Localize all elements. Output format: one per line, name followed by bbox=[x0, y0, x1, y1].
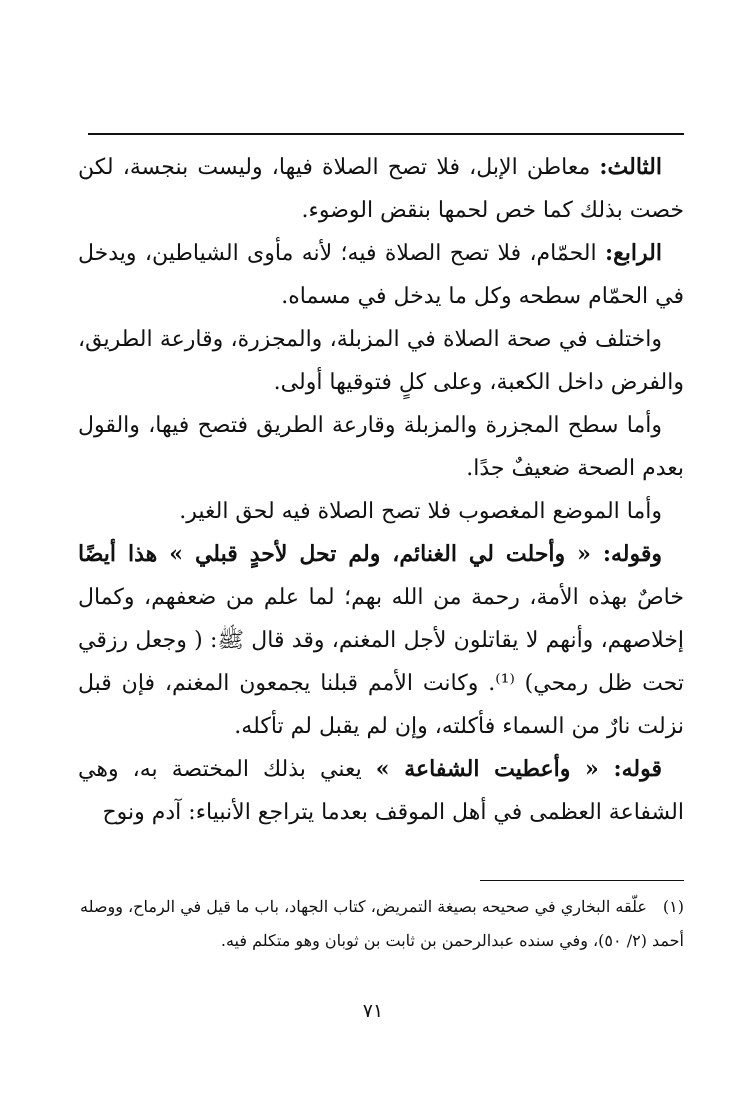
paragraph-6-lead: وقوله: « وأحلت لي الغنائم، ولم تحل لأحدٍ قبلي » هذا أيضًا bbox=[78, 541, 662, 567]
paragraph-1-lead: الثالث: bbox=[599, 154, 662, 180]
paragraph-1 bbox=[78, 146, 684, 232]
paragraph-4-text: وأما سطح المجزرة والمزبلة وقارعة الطريق فتصح فيها، والقول بعدم الصحة ضعيفٌ جدًا. bbox=[78, 413, 684, 481]
footnote-text: علّقه البخاري في صحيحه بصيغة التمريض، كتاب الجهاد، باب ما قيل في الرماح، ووصله أحمد (٢/ ٥٠)، وفي سنده عبدالرحمن بن ثابت بن ثوبان وهو متكلم فيه. bbox=[80, 897, 684, 950]
top-rule bbox=[88, 133, 684, 135]
footnote-number: (١) bbox=[662, 897, 685, 916]
paragraph-2-lead: الرابع: bbox=[604, 240, 662, 266]
paragraph-2 bbox=[78, 232, 684, 318]
footnote-rule bbox=[480, 880, 684, 881]
paragraph-3-text: واختلف في صحة الصلاة في المزبلة، والمجزرة، وقارعة الطريق، والفرض داخل الكعبة، وعلى كلٍ فتوقيها أولى. bbox=[78, 327, 684, 395]
paragraph-6 bbox=[78, 533, 684, 748]
paragraph-1-text: معاطن الإبل، فلا تصح الصلاة فيها، وليست بنجسة، لكن خصت بذلك كما خص لحمها بنقض الوضوء. bbox=[78, 155, 684, 223]
paragraph-5-text: وأما الموضع المغصوب فلا تصح الصلاة فيه لحق الغير. bbox=[179, 499, 662, 524]
paragraph-7-text: يعني بذلك المختصة به، وهي الشفاعة العظمى في أهل الموقف بعدما يتراجع الأنبياء: آدم ونوح bbox=[78, 757, 684, 825]
main-text bbox=[78, 146, 684, 834]
paragraph-4 bbox=[78, 404, 684, 490]
paragraph-7 bbox=[78, 748, 684, 834]
paragraph-6-text: خاصٌ بهذه الأمة، رحمة من الله بهم؛ لما علم من ضعفهم، وكمال إخلاصهم، وأنهم لا يقاتلون لأجل المغنم، وقد قال ﷺ: ( وجعل رزقي تحت ظل رمحي) ⁽¹⁾. وكانت الأمم قبلنا يجمعون المغنم، فإن قبل نزلت نارٌ من السماء فأكلته، وإن لم يقبل لم تأكله. bbox=[78, 585, 685, 739]
paragraph-3 bbox=[78, 318, 684, 404]
footnote bbox=[80, 890, 684, 958]
paragraph-2-text: الحمّام، فلا تصح الصلاة فيه؛ لأنه مأوى الشياطين، ويدخل في الحمّام سطحه وكل ما يدخل في مسماه. bbox=[78, 241, 684, 309]
paragraph-5 bbox=[78, 490, 684, 533]
page-number: ٧١ bbox=[362, 1000, 384, 1022]
paragraph-7-lead: قوله: « وأعطيت الشفاعة » bbox=[375, 756, 663, 782]
